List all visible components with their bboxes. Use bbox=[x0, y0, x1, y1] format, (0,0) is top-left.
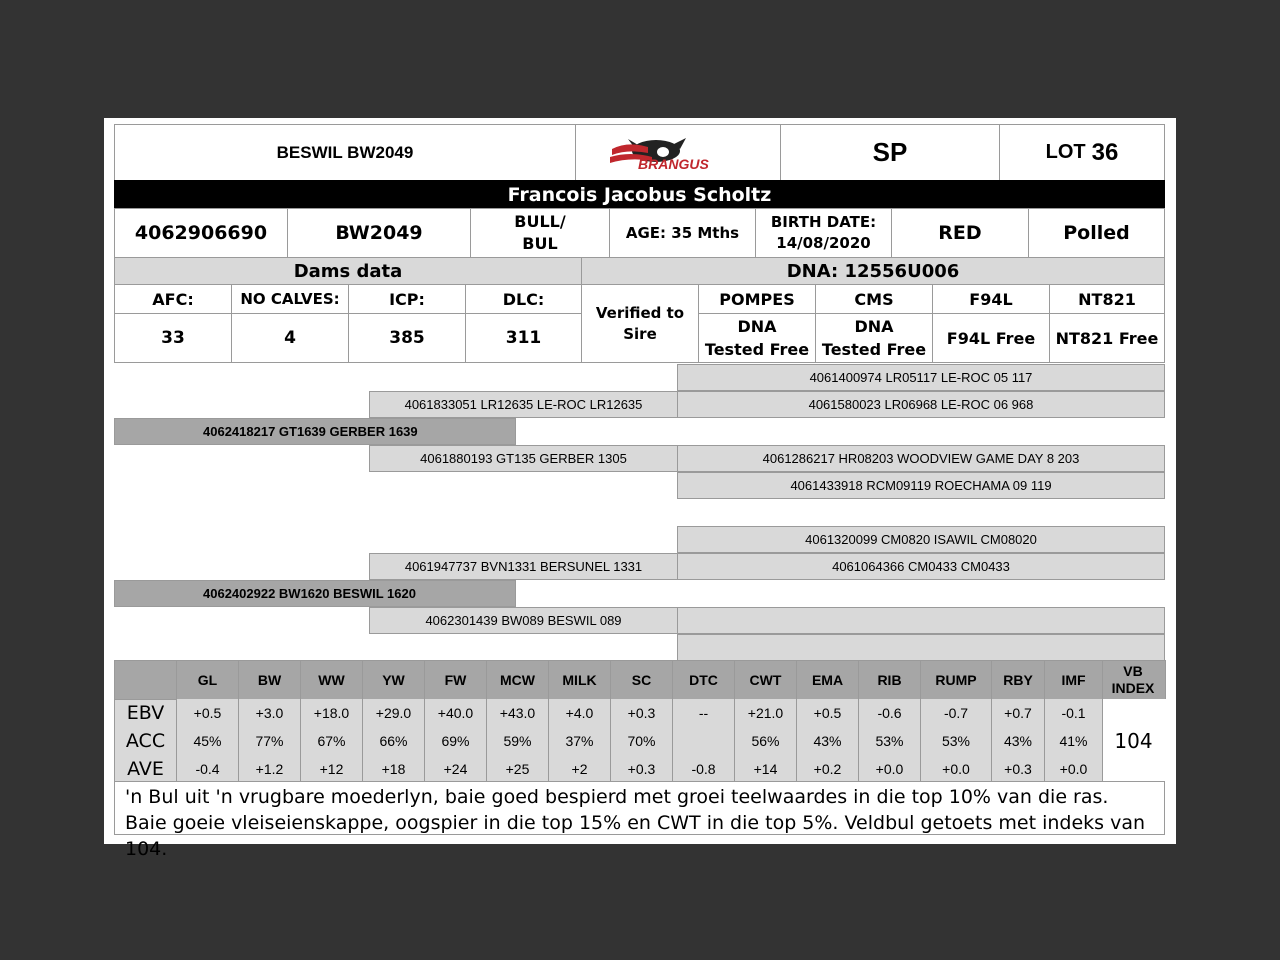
ave-value-milk: +2 bbox=[548, 755, 611, 782]
ebv-col-header-rib: RIB bbox=[858, 660, 921, 700]
pedigree-dam: 4062402922 BW1620 BESWIL 1620 bbox=[114, 580, 516, 607]
ebv-value-rib: -0.6 bbox=[858, 699, 921, 727]
animal-sex: BULL/ BUL bbox=[470, 208, 610, 258]
acc-value-gl: 45% bbox=[176, 727, 239, 755]
ebv-value-bw: +3.0 bbox=[238, 699, 301, 727]
ebv-col-header-rump: RUMP bbox=[920, 660, 992, 700]
acc-value-dtc bbox=[672, 727, 735, 755]
ave-value-imf: +0.0 bbox=[1044, 755, 1103, 782]
dna-test-nt821: NT821 bbox=[1049, 284, 1165, 314]
ebv-col-header-imf: IMF bbox=[1044, 660, 1103, 700]
bull-logo-icon bbox=[608, 131, 748, 175]
ebv-corner-header bbox=[114, 660, 177, 700]
pedigree-sire-dam-dam: 4061433918 RCM09119 ROECHAMA 09 119 bbox=[677, 472, 1165, 499]
pedigree-dam-dam-sire bbox=[677, 607, 1165, 634]
ebv-col-header-ww: WW bbox=[300, 660, 363, 700]
acc-value-rump: 53% bbox=[920, 727, 992, 755]
acc-value-sc: 70% bbox=[610, 727, 673, 755]
dams-value-afc: 33 bbox=[114, 313, 232, 363]
brangus-logo bbox=[575, 124, 781, 181]
ave-value-ww: +12 bbox=[300, 755, 363, 782]
ebv-value-ema: +0.5 bbox=[796, 699, 859, 727]
ave-value-rby: +0.3 bbox=[991, 755, 1045, 782]
ebv-value-rby: +0.7 bbox=[991, 699, 1045, 727]
animal-name-code: BW2049 bbox=[287, 208, 471, 258]
ave-value-ema: +0.2 bbox=[796, 755, 859, 782]
status-code: SP bbox=[780, 124, 1000, 181]
ebv-col-header-milk: MILK bbox=[548, 660, 611, 700]
ebv-value-sc: +0.3 bbox=[610, 699, 673, 727]
ebv-col-header-dtc: DTC bbox=[672, 660, 735, 700]
ave-value-cwt: +14 bbox=[734, 755, 797, 782]
ebv-value-dtc: -- bbox=[672, 699, 735, 727]
dams-header-icp: ICP: bbox=[348, 284, 466, 314]
ave-value-bw: +1.2 bbox=[238, 755, 301, 782]
acc-value-ema: 43% bbox=[796, 727, 859, 755]
acc-value-bw: 77% bbox=[238, 727, 301, 755]
birth-date: BIRTH DATE: 14/08/2020 bbox=[755, 208, 892, 258]
horn-status: Polled bbox=[1028, 208, 1165, 258]
lot-box: LOT 36 bbox=[999, 124, 1165, 181]
pedigree-dam-sire: 4061947737 BVN1331 BERSUNEL 1331 bbox=[369, 553, 678, 580]
dams-value-calves: 4 bbox=[231, 313, 349, 363]
ave-value-dtc: -0.8 bbox=[672, 755, 735, 782]
pedigree-sire-sire: 4061833051 LR12635 LE-ROC LR12635 bbox=[369, 391, 678, 418]
dna-result-f94l: F94L Free bbox=[932, 313, 1050, 363]
acc-value-imf: 41% bbox=[1044, 727, 1103, 755]
ebv-value-milk: +4.0 bbox=[548, 699, 611, 727]
acc-value-fw: 69% bbox=[424, 727, 487, 755]
ebv-value-cwt: +21.0 bbox=[734, 699, 797, 727]
ebv-col-header-sc: SC bbox=[610, 660, 673, 700]
dams-header-dlc: DLC: bbox=[465, 284, 582, 314]
ave-value-yw: +18 bbox=[362, 755, 425, 782]
owner-name-bar: Francois Jacobus Scholtz bbox=[114, 180, 1165, 209]
pedigree-sire-sire-sire: 4061400974 LR05117 LE-ROC 05 117 bbox=[677, 364, 1165, 391]
vb-index-header: VB INDEX bbox=[1100, 660, 1166, 700]
pedigree-sire: 4062418217 GT1639 GERBER 1639 bbox=[114, 418, 516, 445]
acc-value-rib: 53% bbox=[858, 727, 921, 755]
pedigree-dam-dam-dam bbox=[677, 634, 1165, 661]
dna-result-cms: DNA Tested Free bbox=[815, 313, 933, 363]
ave-value-mcw: +25 bbox=[486, 755, 549, 782]
dams-data-title: Dams data bbox=[114, 257, 582, 285]
ebv-col-header-ema: EMA bbox=[796, 660, 859, 700]
ebv-value-ww: +18.0 bbox=[300, 699, 363, 727]
dams-value-dlc: 311 bbox=[465, 313, 582, 363]
acc-value-cwt: 56% bbox=[734, 727, 797, 755]
ave-value-gl: -0.4 bbox=[176, 755, 239, 782]
comment-text: 'n Bul uit 'n vrugbare moederlyn, baie goed bespierd met groei teelwaardes in die top 10% van die ras. Baie goeie vleiseienskappe, oogspier in die top 15% en CWT in die top 5%. Veldbul getoets met indeks van 104. bbox=[114, 781, 1165, 835]
acc-value-rby: 43% bbox=[991, 727, 1045, 755]
ebv-row-label: EBV bbox=[126, 702, 165, 724]
ebv-value-imf: -0.1 bbox=[1044, 699, 1103, 727]
ave-value-rump: +0.0 bbox=[920, 755, 992, 782]
lot-card bbox=[104, 118, 1176, 860]
pedigree-dam-dam: 4062301439 BW089 BESWIL 089 bbox=[369, 607, 678, 634]
animal-title: BESWIL BW2049 bbox=[114, 124, 576, 181]
pedigree-dam-sire-dam: 4061064366 CM0433 CM0433 bbox=[677, 553, 1165, 580]
acc-value-milk: 37% bbox=[548, 727, 611, 755]
ebv-col-header-fw: FW bbox=[424, 660, 487, 700]
dna-result-nt821: NT821 Free bbox=[1049, 313, 1165, 363]
ebv-value-gl: +0.5 bbox=[176, 699, 239, 727]
animal-age: AGE: 35 Mths bbox=[609, 208, 756, 258]
ebv-table bbox=[114, 660, 1165, 782]
pedigree-sire-dam: 4061880193 GT135 GERBER 1305 bbox=[369, 445, 678, 472]
ebv-col-header-mcw: MCW bbox=[486, 660, 549, 700]
dna-title: DNA: 12556U006 bbox=[581, 257, 1165, 285]
ebv-col-header-yw: YW bbox=[362, 660, 425, 700]
ebv-value-fw: +40.0 bbox=[424, 699, 487, 727]
svg-text:BRANGUS: BRANGUS bbox=[638, 155, 709, 172]
acc-value-ww: 67% bbox=[300, 727, 363, 755]
dams-header-calves: NO CALVES: bbox=[231, 284, 349, 314]
dna-result-pompes: DNA Tested Free bbox=[698, 313, 816, 363]
dams-value-icp: 385 bbox=[348, 313, 466, 363]
acc-value-yw: 66% bbox=[362, 727, 425, 755]
ave-value-rib: +0.0 bbox=[858, 755, 921, 782]
ebv-col-header-cwt: CWT bbox=[734, 660, 797, 700]
ebv-col-header-bw: BW bbox=[238, 660, 301, 700]
acc-value-mcw: 59% bbox=[486, 727, 549, 755]
ave-row-label: AVE bbox=[127, 757, 164, 780]
pedigree-sire-dam-sire: 4061286217 HR08203 WOODVIEW GAME DAY 8 203 bbox=[677, 445, 1165, 472]
animal-id-number: 4062906690 bbox=[114, 208, 288, 258]
dams-header-afc: AFC: bbox=[114, 284, 232, 314]
acc-row-label: ACC bbox=[125, 730, 166, 752]
ebv-col-header-gl: GL bbox=[176, 660, 239, 700]
ebv-value-rump: -0.7 bbox=[920, 699, 992, 727]
vb-index-value: 104 bbox=[1100, 699, 1166, 782]
ave-value-sc: +0.3 bbox=[610, 755, 673, 782]
pedigree-sire-sire-dam: 4061580023 LR06968 LE-ROC 06 968 bbox=[677, 391, 1165, 418]
dna-verified-sire: Verified to Sire bbox=[581, 284, 699, 363]
ave-value-fw: +24 bbox=[424, 755, 487, 782]
ebv-value-yw: +29.0 bbox=[362, 699, 425, 727]
ebv-col-header-rby: RBY bbox=[991, 660, 1045, 700]
dna-test-cms: CMS bbox=[815, 284, 933, 314]
pedigree-dam-sire-sire: 4061320099 CM0820 ISAWIL CM08020 bbox=[677, 526, 1165, 553]
ebv-value-mcw: +43.0 bbox=[486, 699, 549, 727]
animal-colour: RED bbox=[891, 208, 1029, 258]
dna-test-pompes: POMPES bbox=[698, 284, 816, 314]
dna-test-f94l: F94L bbox=[932, 284, 1050, 314]
